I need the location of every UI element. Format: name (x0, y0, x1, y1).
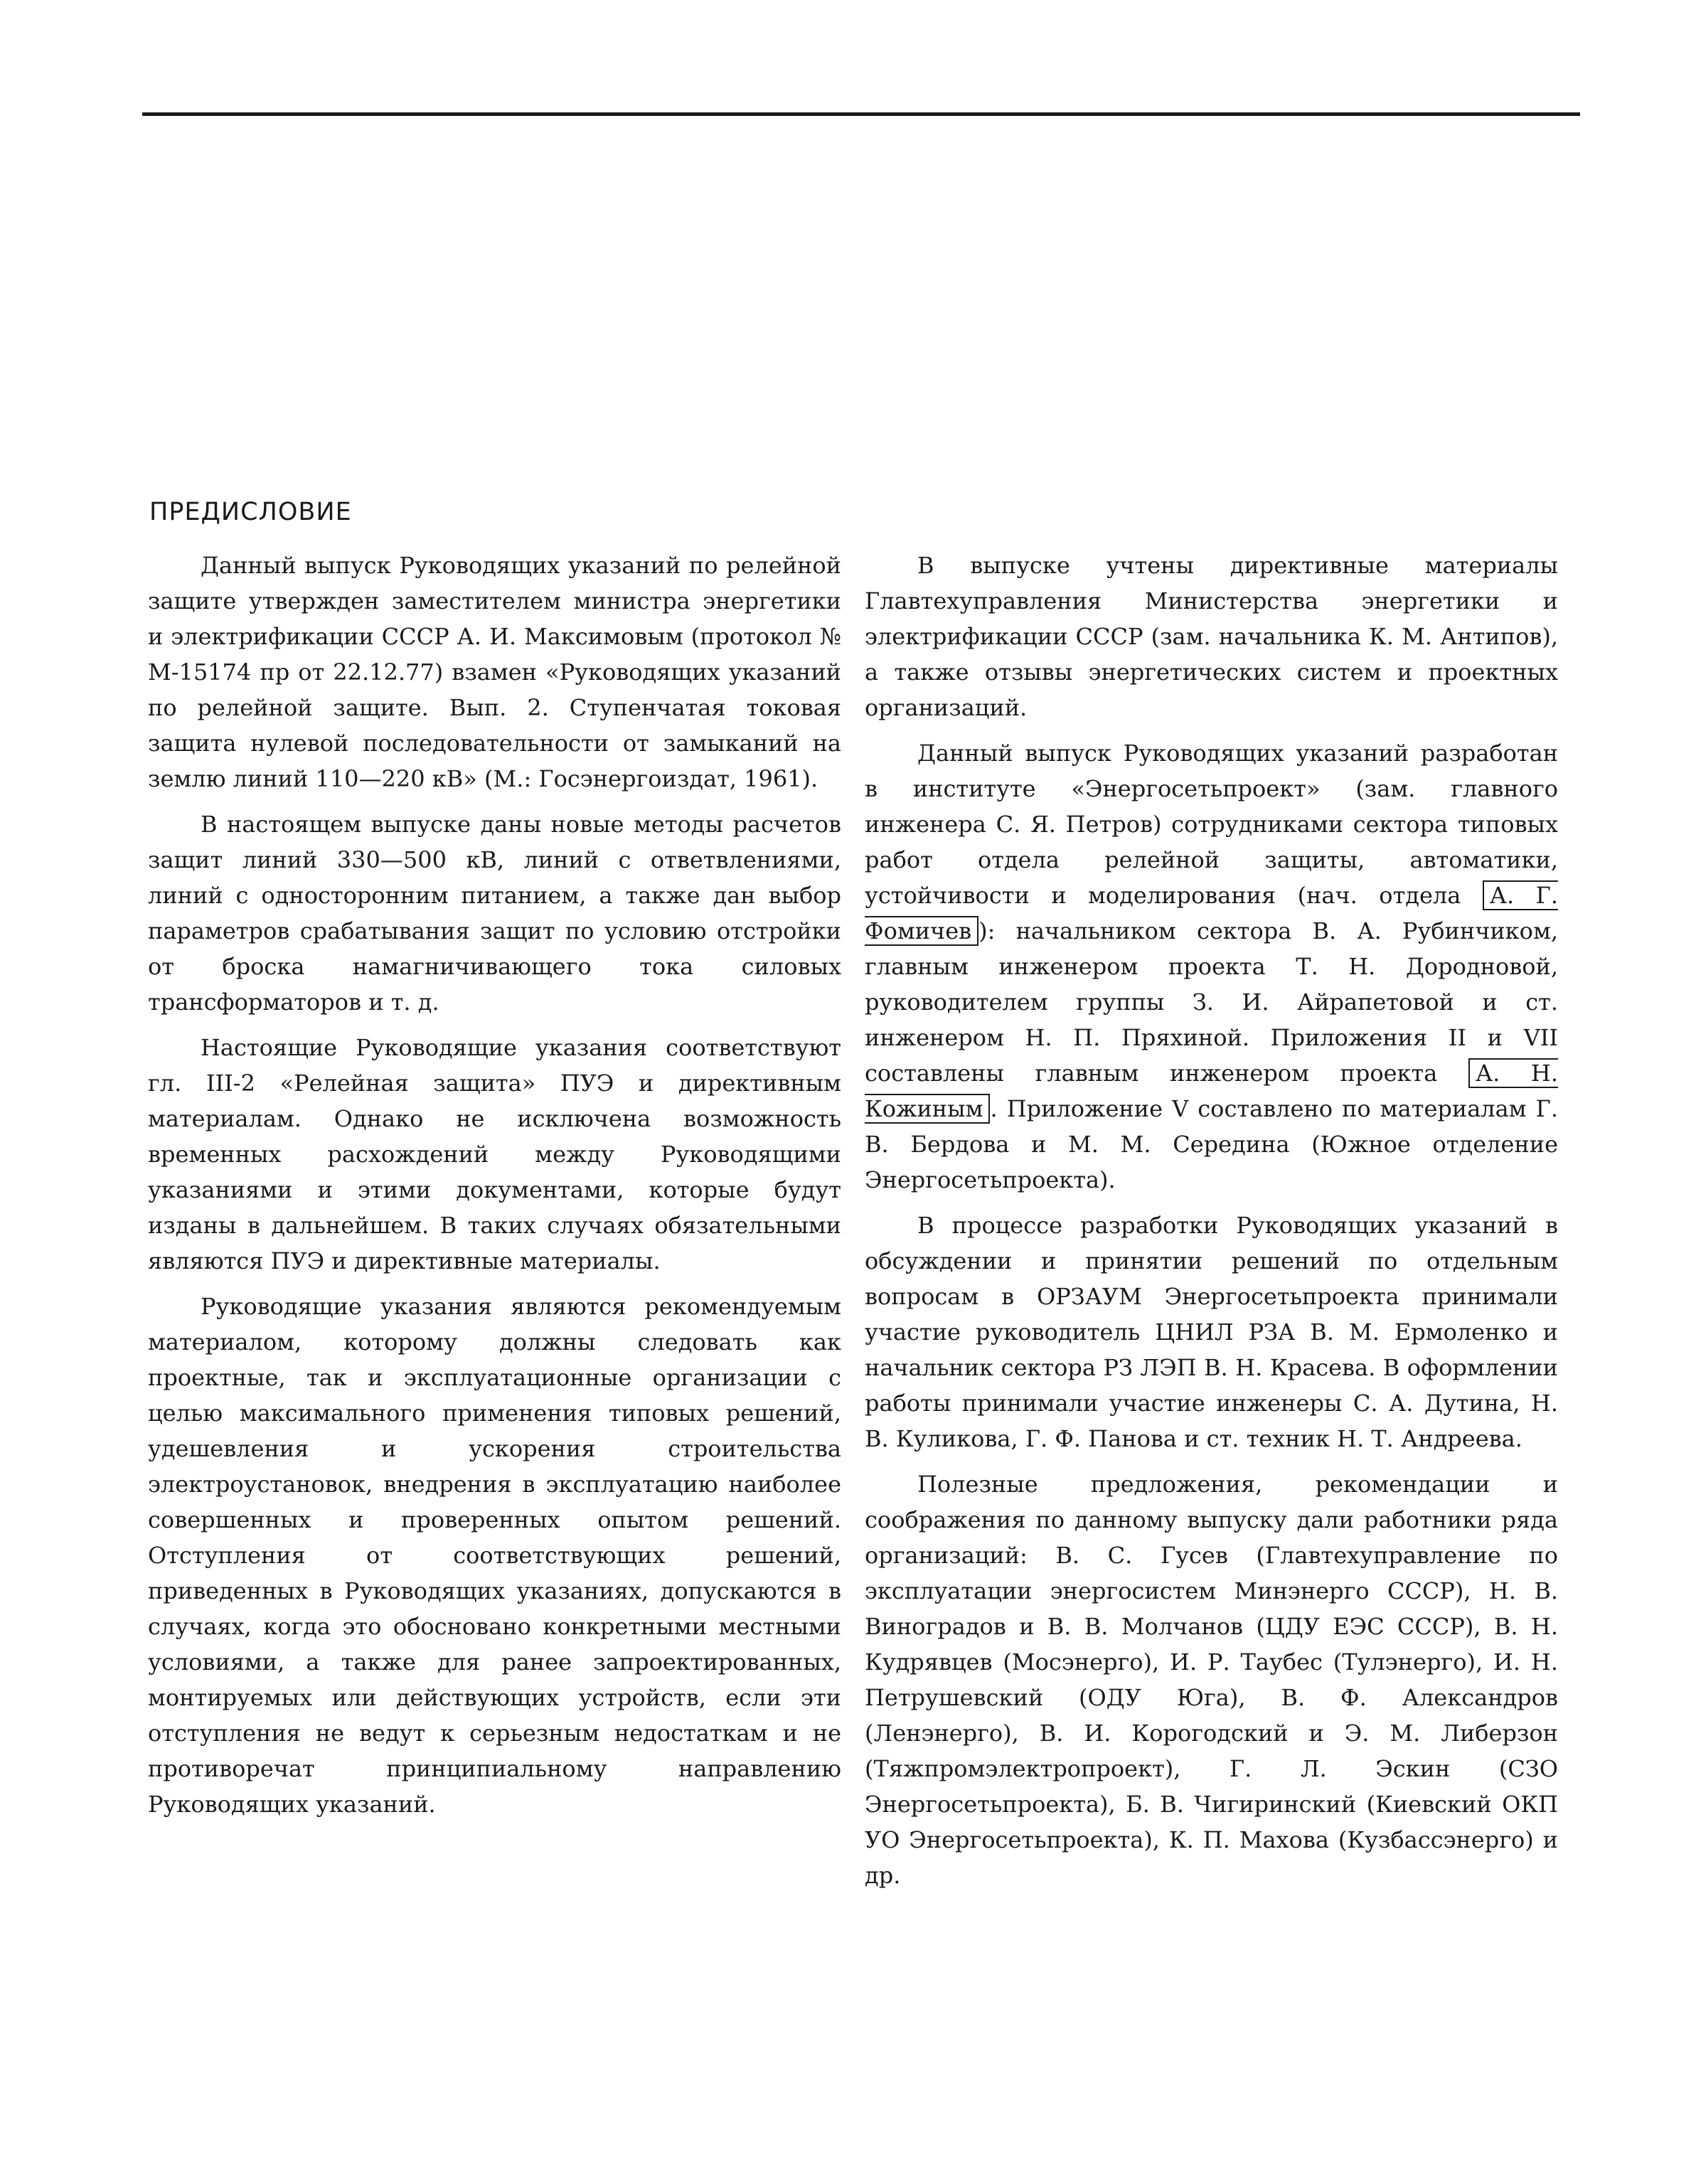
paragraph: Настоящие Руководящие указания соответствуют гл. III-2 «Релейная защита» ПУЭ и директивным материалам. Однако не исключена возможность временных расхождений между Руководящими указаниями и этими документами, которые будут изданы в дальнейшем. В таких случаях обязательными являются ПУЭ и директивные материалы. (148, 1034, 841, 1274)
text-run: . Приложение V составлено по материалам Г. В. Бердова и М. М. Середина (Южное отделение Энергосетьпроекта). (865, 1095, 1558, 1193)
right-column (865, 548, 1558, 1903)
paragraph: В выпуске учтены директивные материалы Главтехуправления Министерства энергетики и электрификации СССР (зам. начальника К. М. Антипов), а также отзывы энергетических систем и проектных организаций. (865, 552, 1558, 721)
paragraph: В настоящем выпуске даны новые методы расчетов защит линий 330—500 кВ, линий с ответвлениями, линий с односторонним питанием, а также дан выбор параметров срабатывания защит по условию отстройки от броска намагничивающего тока силовых трансформаторов и т. д. (148, 811, 841, 1016)
boxed-name: А. Н. Кожиным (865, 1060, 1559, 1122)
boxed-name: А. Г. Фомичев (865, 882, 1559, 944)
paragraph: Полезные предложения, рекомендации и соображения по данному выпуску дали работники ряда организаций: В. С. Гусев (Главтехуправление по эксплуатации энергосистем Минэнерго СССР), Н. В. Виноградов и В. В. Молчанов (ЦДУ ЕЭС СССР), В. Н. Кудрявцев (Мосэнерго), И. Р. Таубес (Тулэнерго), И. Н. Петрушевский (ОДУ Юга), В. Ф. Александров (Ленэнерго), В. И. Корогодский и Э. М. Либерзон (Тяжпромэлектропроект), Г. Л. Эскин (СЗО Энергосетьпроекта), Б. В. Чигиринский (Киевский ОКП УО Энергосетьпроекта), К. П. Махова (Кузбассэнерго) и др. (865, 1471, 1558, 1889)
paragraph: Руководящие указания являются рекомендуемым материалом, которому должны следовать как проектные, так и эксплуатационные организации с целью максимального применения типовых решений, удешевления и ускорения строительства электроустановок, внедрения в эксплуатацию наиболее совершенных и проверенных опытом решений. Отступления от соответствующих решений, приведенных в Руководящих указаниях, допускаются в случаях, когда это обосновано конкретными местными условиями, а также для ранее запроектированных, монтируемых или действующих устройств, если эти отступления не ведут к серьезным недостаткам и не противоречат принципиальному направлению Руководящих указаний. (148, 1293, 841, 1818)
text-run: Данный выпуск Руководящих указаний разработан в институте «Энергосетьпроект» (зам. главного инженера С. Я. Петров) сотрудниками сектора типовых работ отдела релейной защиты, автоматики, устойчивости и моделирования (нач. отдела (865, 740, 1558, 909)
paragraph: Данный выпуск Руководящих указаний по релейной защите утвержден заместителем министра энергетики и электрификации СССР А. И. Максимовым (протокол № М-15174 пр от 22.12.77) взамен «Руководящих указаний по релейной защите. Вып. 2. Ступенчатая токовая защита нулевой последовательности от замыканий на землю линий 110—220 кВ» (М.: Госэнергоиздат, 1961). (148, 552, 841, 792)
page-title: ПРЕДИСЛОВИЕ (149, 498, 352, 526)
text-run: ): начальником сектора В. А. Рубинчиком, главным инженером проекта Т. Н. Дородновой, руководителем группы З. И. Айрапетовой и ст. инженером Н. П. Пряхиной. Приложения II и VII составлены главным инженером проекта (865, 917, 1558, 1087)
paragraph (865, 735, 1558, 1198)
header-rule (142, 112, 1580, 116)
paragraph: В процессе разработки Руководящих указаний в обсуждении и принятии решений по отдельным вопросам в ОРЗАУМ Энергосетьпроекта принимали участие руководитель ЦНИЛ РЗА В. М. Ермоленко и начальник сектора РЗ ЛЭП В. Н. Красева. В оформлении работы принимали участие инженеры С. А. Дутина, Н. В. Куликова, Г. Ф. Панова и ст. техник Н. Т. Андреева. (865, 1212, 1558, 1452)
left-column (148, 548, 841, 1832)
